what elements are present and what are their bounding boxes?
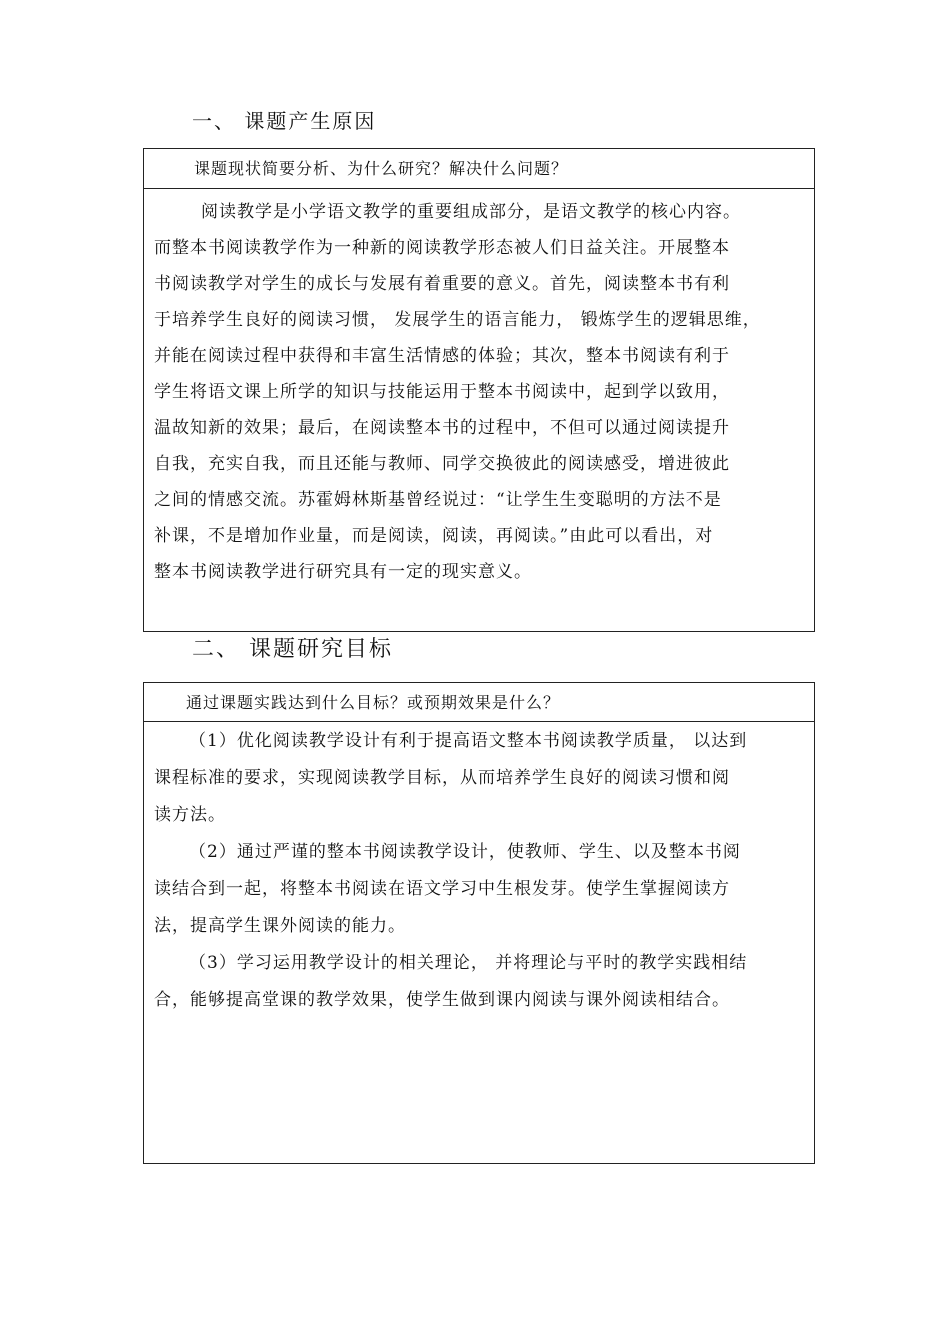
section-1-line: 而整本书阅读教学作为一种新的阅读教学形态被人们日益关注。开展整本 (154, 238, 730, 258)
goal-item-1: （1）优化阅读教学设计有利于提高语文整本书阅读教学质量， 以达到 (189, 731, 748, 751)
section-2-heading: 二、 课题研究目标 (192, 637, 393, 662)
section-1-line: 学生将语文课上所学的知识与技能运用于整本书阅读中，起到学以致用， (154, 382, 730, 402)
goal-item-1-cont: 读方法。 (154, 805, 226, 825)
section-1-line: 温故知新的效果；最后，在阅读整本书的过程中，不但可以通过阅读提升 (154, 418, 730, 438)
section-1-line: 补课，不是增加作业量，而是阅读，阅读，再阅读。”由此可以看出，对 (154, 526, 714, 546)
goal-item-2: （2）通过严谨的整本书阅读教学设计，使教师、学生、以及整本书阅 (189, 842, 741, 862)
section-1-prompt: 课题现状简要分析、为什么研究？解决什么问题？ (144, 149, 814, 189)
goal-item-3-cont: 合，能够提高堂课的教学效果，使学生做到课内阅读与课外阅读相结合。 (154, 990, 730, 1010)
section-1-line: 书阅读教学对学生的成长与发展有着重要的意义。首先，阅读整本书有利 (154, 274, 730, 294)
section-1-table (143, 148, 815, 632)
goal-item-1-cont: 课程标准的要求，实现阅读教学目标，从而培养学生良好的阅读习惯和阅 (154, 768, 730, 788)
section-1-heading: 一、 课题产生原因 (192, 109, 377, 133)
section-2-prompt: 通过课题实践达到什么目标？或预期效果是什么？ (144, 683, 814, 722)
section-1-line: 之间的情感交流。苏霍姆林斯基曾经说过：“让学生生变聪明的方法不是 (154, 490, 722, 510)
goal-item-2-cont: 法，提高学生课外阅读的能力。 (154, 916, 406, 936)
goal-item-2-cont: 读结合到一起，将整本书阅读在语文学习中生根发芽。使学生掌握阅读方 (154, 879, 730, 899)
section-1-line: 自我，充实自我，而且还能与教师、同学交换彼此的阅读感受，增进彼此 (154, 454, 730, 474)
section-1-line: 并能在阅读过程中获得和丰富生活情感的体验；其次，整本书阅读有利于 (154, 346, 730, 366)
section-2-table (143, 682, 815, 1164)
section-1-line: 于培养学生良好的阅读习惯， 发展学生的语言能力， 锻炼学生的逻辑思维， (154, 310, 761, 330)
goal-item-3: （3）学习运用教学设计的相关理论， 并将理论与平时的教学实践相结 (189, 953, 748, 973)
section-1-line: 整本书阅读教学进行研究具有一定的现实意义。 (154, 562, 532, 582)
section-1-line: 阅读教学是小学语文教学的重要组成部分，是语文教学的核心内容。 (201, 202, 741, 222)
